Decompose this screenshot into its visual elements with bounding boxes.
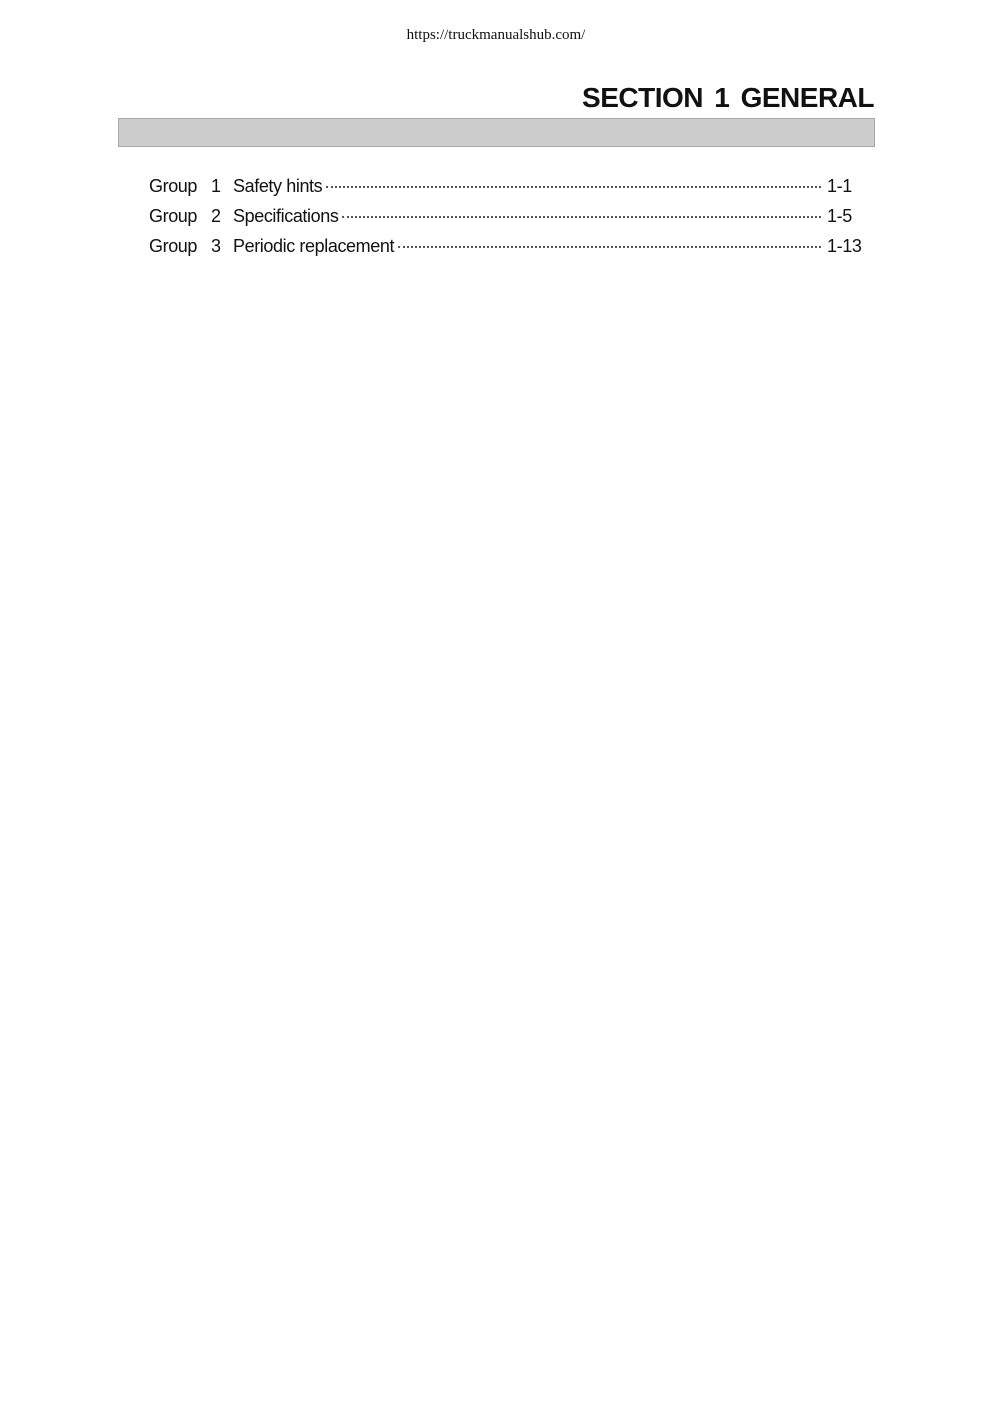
toc-page-number: 1-13 [827,236,862,256]
toc-page-number: 1-5 [827,206,852,226]
toc-entry-title: Specifications [233,206,339,226]
toc-entry-title: Periodic replacement [233,236,395,256]
source-url: https://truckmanualshub.com/ [406,27,586,43]
toc-entry-title: Safety hints [233,176,323,196]
table-of-contents [149,176,865,266]
toc-dot-leader [398,246,821,248]
toc-group-label: Group [149,236,198,256]
toc-row-safety-hints[interactable] [149,176,865,206]
toc-row-specifications[interactable] [149,206,865,236]
section-title: SECTION 1 GENERAL [582,82,874,113]
toc-group-label: Group [149,206,198,226]
toc-dot-leader [326,186,821,188]
toc-group-label: Group [149,176,198,196]
toc-group-number: 3 [211,236,221,256]
toc-page-number: 1-1 [827,176,852,196]
toc-group-number: 2 [211,206,221,226]
toc-group-number: 1 [211,176,221,196]
title-bar [118,118,875,147]
toc-row-periodic-replacement[interactable] [149,236,865,266]
toc-dot-leader [342,216,821,218]
